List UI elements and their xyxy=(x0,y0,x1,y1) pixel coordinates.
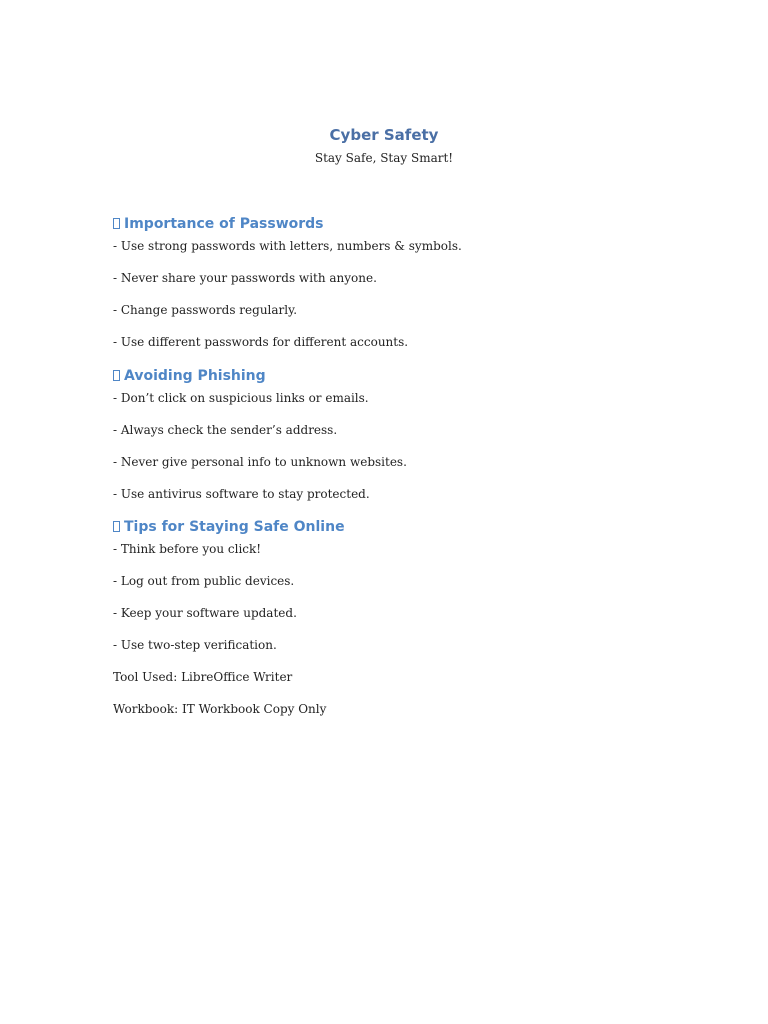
list-item: - Don’t click on suspicious links or emails. xyxy=(113,391,369,405)
document-title: Cyber Safety xyxy=(329,126,439,144)
section-heading-label: Avoiding Phishing xyxy=(124,368,266,384)
list-item: - Use antivirus software to stay protected. xyxy=(113,487,370,501)
list-item: - Never share your passwords with anyone. xyxy=(113,271,377,285)
list-item: - Use different passwords for different accounts. xyxy=(113,335,409,349)
section-heading-passwords xyxy=(113,215,324,233)
section-heading-label: Tips for Staying Safe Online xyxy=(124,519,345,535)
missing-glyph-box-icon xyxy=(113,521,120,532)
workbook-note: Workbook: IT Workbook Copy Only xyxy=(113,702,327,716)
section-heading-label: Importance of Passwords xyxy=(124,216,324,232)
section-heading-phishing xyxy=(113,367,266,385)
list-item: - Use two-step verification. xyxy=(113,638,277,652)
document-subtitle: Stay Safe, Stay Smart! xyxy=(314,151,454,165)
list-item: - Change passwords regularly. xyxy=(113,303,298,317)
missing-glyph-box-icon xyxy=(113,370,120,381)
list-item: - Never give personal info to unknown websites. xyxy=(113,455,407,469)
list-item: - Always check the sender’s address. xyxy=(113,423,338,437)
list-item: - Use strong passwords with letters, numbers & symbols. xyxy=(113,239,462,253)
tool-used-note: Tool Used: LibreOffice Writer xyxy=(113,670,293,684)
list-item: - Think before you click! xyxy=(113,542,262,556)
section-heading-tips xyxy=(113,518,345,536)
list-item: - Keep your software updated. xyxy=(113,606,297,620)
missing-glyph-box-icon xyxy=(113,218,120,229)
list-item: - Log out from public devices. xyxy=(113,574,295,588)
